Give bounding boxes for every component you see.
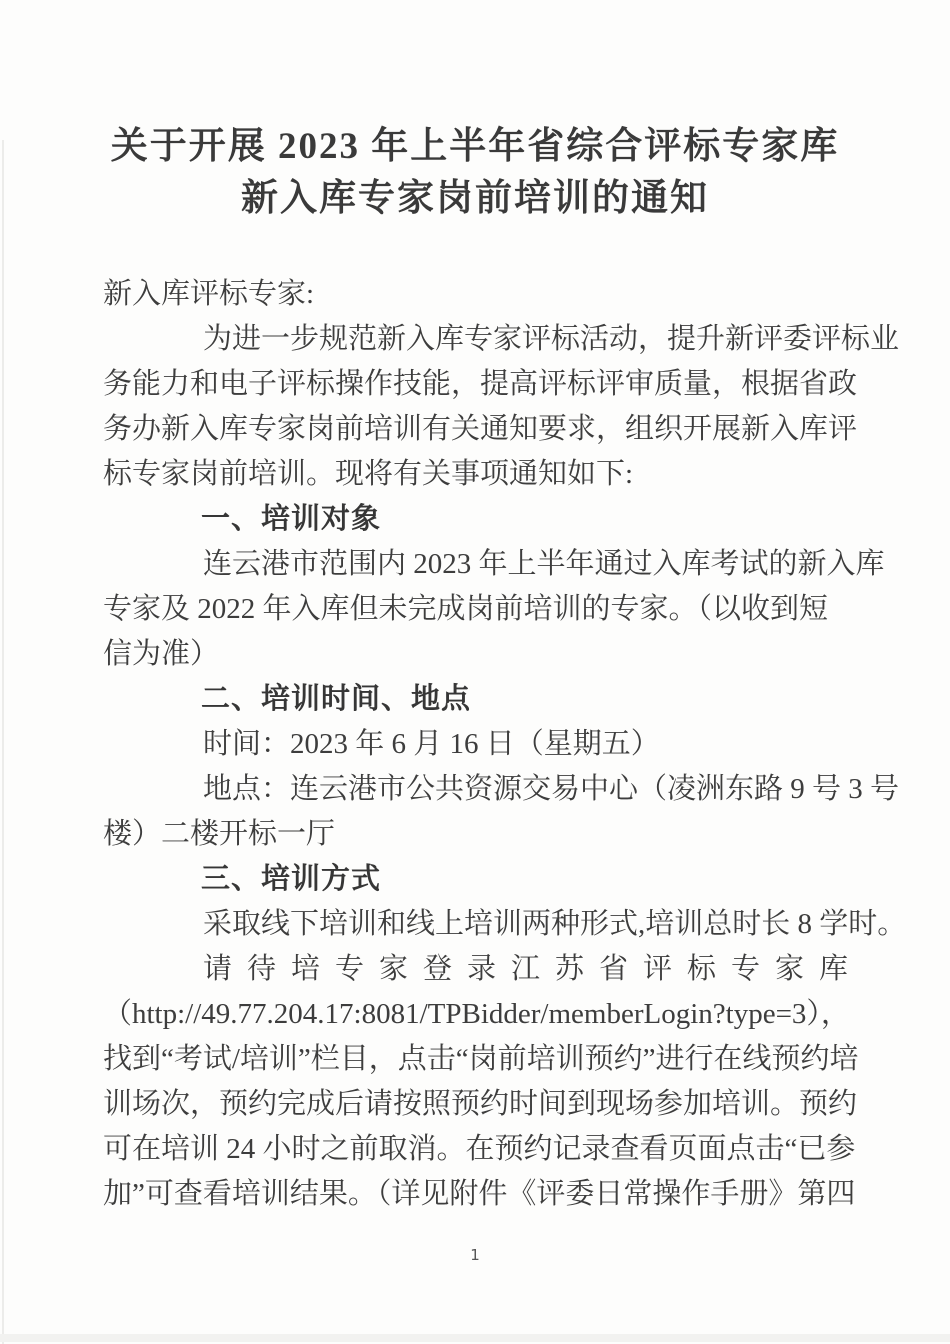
text-line: 地点：连云港市公共资源交易中心（凌洲东路 9 号 3 号	[203, 773, 900, 805]
text-line: 训场次，预约完成后请按照预约时间到现场参加培训。预约	[103, 1088, 858, 1120]
text-line: 加”可查看培训结果。（详见附件《评委日常操作手册》第四	[103, 1178, 856, 1210]
text-line: 采取线下培训和线上培训两种形式,培训总时长 8 学时。	[203, 908, 907, 940]
text-line: 楼）二楼开标一厅	[103, 818, 336, 850]
section-heading: 二、培训时间、地点	[201, 683, 472, 715]
document-title-line-2: 新入库专家岗前培训的通知	[241, 178, 709, 219]
text-line: 务能力和电子评标操作技能，提高评标评审质量，根据省政	[103, 368, 858, 400]
scan-edge-bottom	[0, 1334, 950, 1342]
text-line: 新入库评标专家:	[103, 278, 315, 310]
text-line: 时间：2023 年 6 月 16 日（星期五）	[203, 728, 660, 760]
document-title-line-1: 关于开展 2023 年上半年省综合评标专家库	[110, 126, 840, 167]
scan-edge-left	[2, 140, 4, 1344]
section-heading: 三、培训方式	[201, 863, 382, 895]
section-heading: 一、培训对象	[201, 503, 382, 535]
text-line: 请待培专家登录江苏省评标专家库	[203, 953, 864, 985]
page-number: 1	[470, 1246, 480, 1264]
text-line: 可在培训 24 小时之前取消。在预约记录查看页面点击“已参	[103, 1133, 856, 1165]
text-line: 为进一步规范新入库专家评标活动，提升新评委评标业	[203, 323, 900, 355]
text-line: 连云港市范围内 2023 年上半年通过入库考试的新入库	[203, 548, 885, 580]
text-line: 专家及 2022 年入库但未完成岗前培训的专家。（以收到短	[103, 593, 829, 625]
text-line: 信为准）	[103, 638, 220, 670]
document-body	[103, 272, 907, 1217]
text-line: 标专家岗前培训。现将有关事项通知如下:	[103, 458, 634, 490]
text-line: 务办新入库专家岗前培训有关通知要求，组织开展新入库评	[103, 413, 858, 445]
document-title	[0, 121, 950, 225]
text-line: （http://49.77.204.17:8081/TPBidder/memberLogin?type=3），	[103, 998, 850, 1030]
text-line: 找到“考试/培训”栏目，点击“岗前培训预约”进行在线预约培	[103, 1043, 859, 1075]
